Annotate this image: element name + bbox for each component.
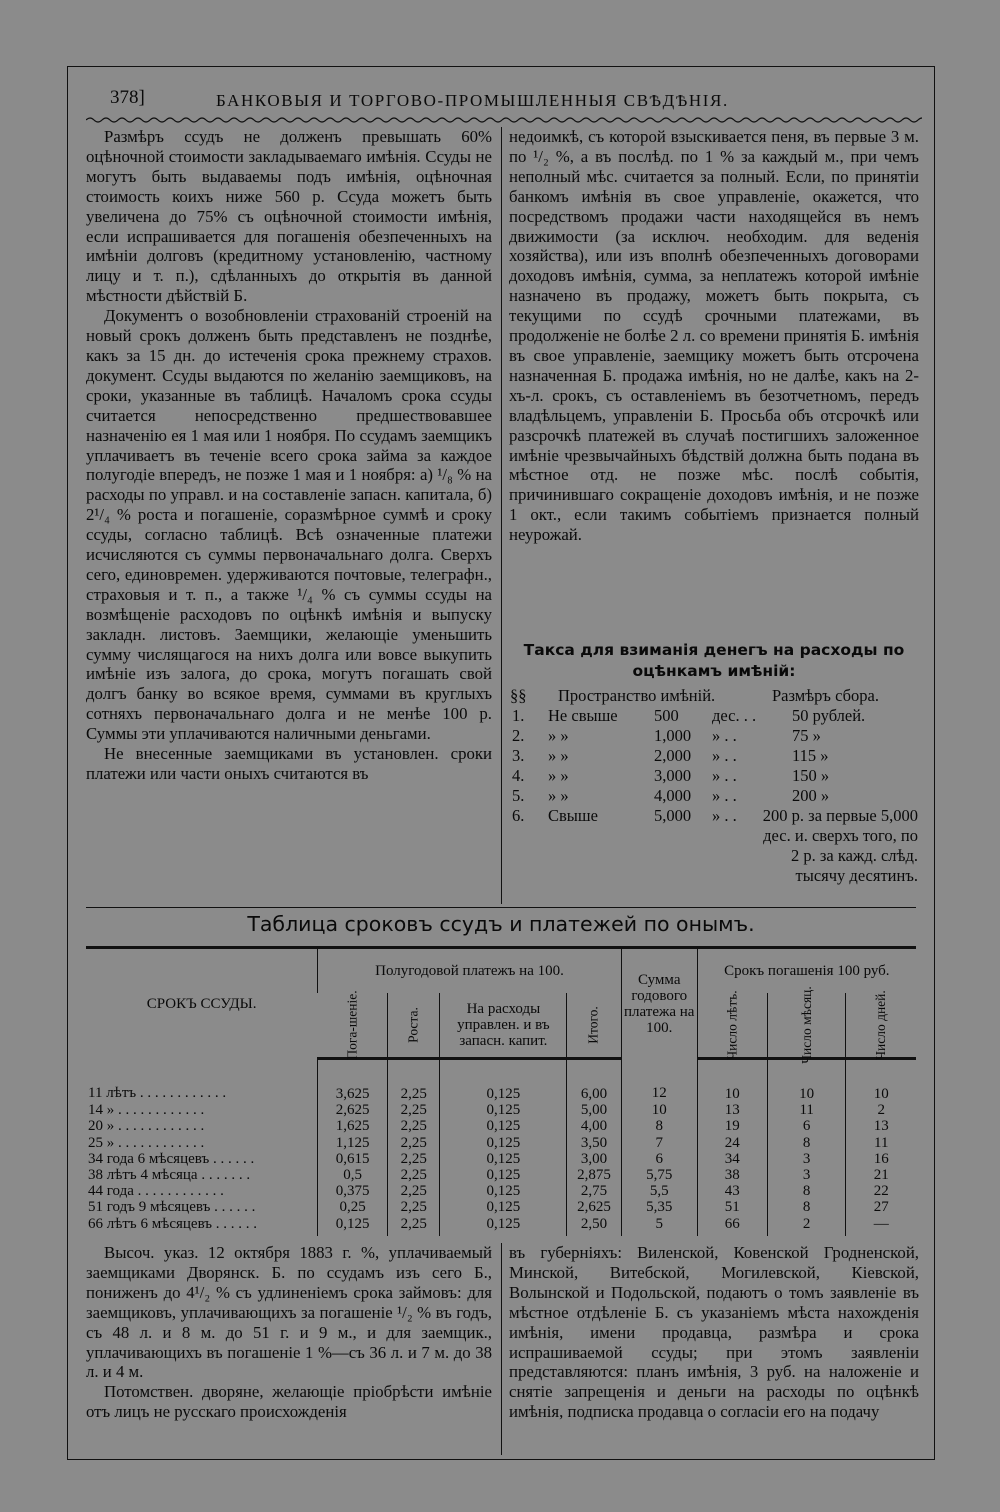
- cell-repayment: 0,615: [318, 1151, 388, 1167]
- cell-years: 38: [697, 1167, 767, 1183]
- fee-amount: 75 »: [792, 726, 821, 745]
- cell-term: 14 » . . . . . . . . . . . .: [88, 1102, 205, 1119]
- table-row: [86, 1167, 916, 1183]
- cell-annual: 5,75: [621, 1167, 697, 1183]
- fee-area: 500: [654, 706, 679, 725]
- fee-condition: » »: [548, 726, 569, 745]
- table-row: [86, 1183, 916, 1199]
- left-paragraph-2: Документъ о возобновленіи страхованій строеній на новый срокъ долженъ быть представленъ не позднѣе, какъ за 15 дн. до истеченія срока прежнему страхов. документ. Ссуды выдаются по желанію заемщиковъ, на сроки, указанные въ таблицѣ. Началомъ срока ссуды считается непосредственно предшествовавшее назначенію ея 1 мая или 1 ноября. По ссудамъ заемщикъ уплачиваетъ въ теченіе всего срока займа за каждое полугодіе впередъ, не позже 1 мая и 1 ноября: а) ¹/₈ % на расходы по управл. и на составленіе запасн. капитала, б) 2¹/₄ % роста и погашеніе, соразмѣрное суммѣ и сроку ссуды, согласно таблицѣ. Всѣ означенные платежи исчисляются съ суммы первоначальнаго долга. Сверхъ сего, единовремен. удерживаются почтовые, телеграфн., страховыя и т. п., а также ¹/₄ % съ суммы ссуды на возмѣщеніе расходовъ по оцѣнкѣ имѣнія и выпуску закладн. листовъ. Заемщики, желающіе уменьшить сумму числящагося на нихъ долга или вовсе выкупить имѣніе изъ залога, до срока, могутъ погашать свой долгъ банку во всякое время, суммами въ круглыхъ сотняхъ первоначальнаго долга и не менѣе 100 р. Суммы эти уплачиваются наличными деньгами.: [86, 306, 492, 744]
- cell-annual: 8: [621, 1118, 697, 1134]
- cell-months: 6: [767, 1118, 846, 1134]
- fee-rows: [508, 706, 918, 885]
- cell-annual: 6: [621, 1151, 697, 1167]
- fee-num: 1.: [512, 706, 525, 725]
- bottom-right-column: [509, 1243, 919, 1422]
- cell-management: 0,125: [440, 1216, 567, 1236]
- running-title: БАНКОВЫЯ И ТОРГОВО-ПРОМЫШЛЕННЫЯ СВѢДѢНІЯ.: [216, 91, 729, 110]
- cell-repayment: 0,375: [318, 1183, 388, 1199]
- cell-total: 2,875: [567, 1167, 621, 1183]
- fee-condition: Не свыше: [548, 706, 618, 725]
- cell-term: 34 года 6 мѣсяцевъ . . . . . .: [88, 1150, 255, 1167]
- cell-total: 3,00: [567, 1151, 621, 1167]
- fee-title: Такса для взиманія денегъ на расходы по оцѣнкамъ имѣній:: [523, 641, 905, 680]
- page-number: 378]: [110, 87, 145, 108]
- cell-total: 6,00: [567, 1059, 621, 1103]
- th-repayment: Пога-шеніе.: [318, 993, 388, 1059]
- table-row: [86, 1102, 916, 1118]
- fee-condition: Свыше: [548, 806, 598, 825]
- fee-unit: » . .: [712, 786, 737, 805]
- cell-months: 3: [767, 1151, 846, 1167]
- cell-term: 38 лѣтъ 4 мѣсяца . . . . . . .: [88, 1167, 251, 1184]
- fee-unit: » . .: [712, 726, 737, 745]
- table-row: [86, 1059, 916, 1103]
- cell-total: 5,00: [567, 1102, 621, 1118]
- fee-amount: 50 рублей.: [792, 706, 866, 725]
- fee-num: 4.: [512, 766, 525, 785]
- cell-interest: 2,25: [388, 1216, 440, 1236]
- fee-unit: » . .: [712, 806, 737, 825]
- fee-area: 1,000: [654, 726, 692, 745]
- th-semiannual-group: Полугодовой платежъ на 100.: [318, 948, 622, 994]
- fee-amount: 200 »: [792, 786, 830, 805]
- cell-management: 0,125: [440, 1167, 567, 1183]
- th-term: СРОКЪ ССУДЫ.: [86, 948, 318, 1059]
- right-column: [509, 127, 919, 545]
- fee-condition: » »: [548, 766, 569, 785]
- fee-area: 5,000: [654, 806, 692, 825]
- bottom-right-paragraph-1: въ губерніяхъ: Виленской, Ковенской Гродненской, Минской, Витебской, Могилевской, Кіевской, Волынской и Подольской, подаютъ о томъ заявленіе въ мѣстное отдѣленіе Б. съ указаніемъ мѣста нахожденія имѣнія, имени продавца, размѣра и срока испрашиваемой ссуды; при этомъ заявленіи представляются: планъ имѣнія, 3 руб. на наложеніе и снятіе запрещенія и деньги на расходы по оцѣнкѣ имѣнія, подписка продавца о согласіи его на подачу: [509, 1243, 919, 1422]
- cell-term: 11 лѣтъ . . . . . . . . . . . .: [88, 1085, 227, 1102]
- cell-months: 10: [767, 1059, 846, 1103]
- fee-row: [508, 726, 918, 746]
- cell-annual: 10: [621, 1102, 697, 1118]
- bottom-column-divider: [501, 1243, 502, 1455]
- terms-table: [86, 946, 916, 1236]
- cell-total: 2,625: [567, 1199, 621, 1215]
- cell-management: 0,125: [440, 1118, 567, 1134]
- cell-days: 21: [846, 1167, 916, 1183]
- th-total: Итого.: [567, 993, 621, 1059]
- right-paragraph-1: недоимкѣ, съ которой взыскивается пеня, въ первые 3 м. по ¹/₂ %, а въ послѣд. по 1 % за каждый м., при чемъ неполный мѣс. считается за полный. Если, по принятіи банкомъ имѣнія въ свое управленіе, окажется, что посредствомъ продажи части находящейся въ немъ движимости (за исключ. необходим. для веденія хозяйства), или изъ вполнѣ обезпеченныхъ договорами доходовъ имѣнія, сумма, за неплатежъ которой имѣніе назначено въ продажу, можетъ быть покрыта, съ текущими по ссудѣ срочными платежами, въ продолженіе не болѣе 2 л. со времени принятія Б. имѣнія въ свое управленіе, заемщику можетъ быть отсрочена назначенная Б. продажа имѣнія, но не далѣе, какъ на 2-хъ-л. срокъ, съ оставленіемъ въ безотчетномъ, передъ владѣльцемъ, управленіи Б. Просьба объ отсрочкѣ или разсрочкѣ платежей въ случаѣ постигшихъ заложенное имѣніе чрезвычайныхъ бѣдствій должна быть подана въ мѣстное отд. не позже мѣс. послѣ событія, причинившаго сокращеніе доходовъ имѣнія, и не позже 1 окт., если такимъ событіемъ признается полный неурожай.: [509, 127, 919, 545]
- cell-term: 25 » . . . . . . . . . . . .: [88, 1134, 205, 1151]
- cell-management: 0,125: [440, 1135, 567, 1151]
- cell-interest: 2,25: [388, 1059, 440, 1103]
- fee-row: [508, 806, 918, 885]
- fee-amount: 200 р. за первые 5,000 дес. и. сверхъ того, по 2 р. за кажд. слѣд. тысячу десятинъ.: [762, 806, 918, 885]
- fee-area: 4,000: [654, 786, 692, 805]
- cell-years: 24: [697, 1135, 767, 1151]
- th-interest: Роста.: [388, 993, 440, 1059]
- cell-annual: 5,5: [621, 1183, 697, 1199]
- cell-interest: 2,25: [388, 1151, 440, 1167]
- cell-days: 10: [846, 1059, 916, 1103]
- cell-annual: 7: [621, 1135, 697, 1151]
- wavy-rule: [86, 116, 922, 124]
- fee-header-num: §§: [510, 686, 527, 705]
- cell-years: 51: [697, 1199, 767, 1215]
- th-annual: Сумма годового платежа на 100.: [621, 948, 697, 1059]
- fee-table: [508, 686, 918, 885]
- cell-repayment: 0,25: [318, 1199, 388, 1215]
- cell-management: 0,125: [440, 1059, 567, 1103]
- cell-management: 0,125: [440, 1102, 567, 1118]
- fee-condition: » »: [548, 786, 569, 805]
- bottom-left-column: [86, 1243, 492, 1422]
- bottom-left-paragraph-1: Высоч. указ. 12 октября 1883 г. %, уплачиваемый заемщиками Дворянск. Б. по ссудамъ изъ сего Б., пониженъ до 4¹/₂ % съ удлиненіемъ срока займовъ: для заемщиковъ, уплачивающихъ за погашеніе ¹/₂ % въ годъ, съ 48 л. и 8 м. до 51 г. и 9 м., и для заемщик., уплачивающихъ въ погашеніе 1 %—съ 36 л. и 7 м. до 38 л. и 4 м.: [86, 1243, 492, 1382]
- fee-amount: 150 »: [792, 766, 830, 785]
- fee-num: 5.: [512, 786, 525, 805]
- cell-days: 22: [846, 1183, 916, 1199]
- cell-total: 3,50: [567, 1135, 621, 1151]
- th-years: Число лѣтъ.: [697, 993, 767, 1059]
- cell-annual: 12: [621, 1059, 697, 1103]
- cell-management: 0,125: [440, 1183, 567, 1199]
- fee-unit: дес. . .: [712, 706, 757, 725]
- cell-years: 34: [697, 1151, 767, 1167]
- fee-header-row: [508, 686, 918, 706]
- fee-header-fee: Размѣръ сбора.: [772, 686, 879, 705]
- cell-interest: 2,25: [388, 1167, 440, 1183]
- cell-years: 19: [697, 1118, 767, 1134]
- cell-repayment: 1,125: [318, 1135, 388, 1151]
- th-months: Число мѣсяц.: [767, 993, 846, 1059]
- cell-annual: 5: [621, 1216, 697, 1236]
- table-row: [86, 1216, 916, 1236]
- column-divider: [501, 127, 502, 904]
- fee-header-area: Пространство имѣній.: [558, 686, 716, 705]
- cell-annual: 5,35: [621, 1199, 697, 1215]
- fee-row: [508, 766, 918, 786]
- cell-months: 8: [767, 1135, 846, 1151]
- cell-days: 2: [846, 1102, 916, 1118]
- left-paragraph-3: Не внесенные заемщиками въ установлен. сроки платежи или части оныхъ считаются въ: [86, 744, 492, 783]
- fee-num: 2.: [512, 726, 525, 745]
- cell-interest: 2,25: [388, 1183, 440, 1199]
- cell-months: 8: [767, 1183, 846, 1199]
- cell-days: —: [846, 1216, 916, 1236]
- table-row: [86, 1151, 916, 1167]
- cell-months: 8: [767, 1199, 846, 1215]
- cell-repayment: 2,625: [318, 1102, 388, 1118]
- cell-months: 11: [767, 1102, 846, 1118]
- fee-unit: » . .: [712, 766, 737, 785]
- cell-term: 51 годъ 9 мѣсяцевъ . . . . . .: [88, 1199, 256, 1216]
- cell-years: 13: [697, 1102, 767, 1118]
- page-header: [106, 83, 926, 117]
- cell-repayment: 3,625: [318, 1059, 388, 1103]
- fee-row: [508, 706, 918, 726]
- cell-days: 11: [846, 1135, 916, 1151]
- fee-row: [508, 786, 918, 806]
- cell-term: 44 года . . . . . . . . . . . .: [88, 1183, 224, 1200]
- left-paragraph-1: Размѣръ ссудъ не долженъ превышать 60% оцѣночной стоимости закладываемаго имѣнія. Ссуды не могутъ быть выдаваемы подъ имѣнія, оцѣночная стоимость коихъ ниже 560 р. Ссуда можетъ быть увеличена до 75% съ оцѣночной стоимости имѣнія, если испрашивается для погашенія обезпеченныхъ на имѣніи долговъ (кредитному установленію, частному лицу и т. п.), сдѣланныхъ до открытія въ данной мѣстности дѣйствій Б.: [86, 127, 492, 306]
- cell-days: 13: [846, 1118, 916, 1134]
- cell-total: 2,75: [567, 1183, 621, 1199]
- cell-repayment: 0,125: [318, 1216, 388, 1236]
- th-payoff-group: Срокъ погашенія 100 руб.: [697, 948, 916, 994]
- cell-years: 43: [697, 1183, 767, 1199]
- cell-years: 10: [697, 1059, 767, 1103]
- th-days: Число дней.: [846, 993, 916, 1059]
- fee-num: 3.: [512, 746, 525, 765]
- fee-unit: » . .: [712, 746, 737, 765]
- fee-amount: 115 »: [792, 746, 829, 765]
- section-rule: [86, 907, 916, 908]
- cell-repayment: 0,5: [318, 1167, 388, 1183]
- cell-years: 66: [697, 1216, 767, 1236]
- cell-repayment: 1,625: [318, 1118, 388, 1134]
- table-title: Таблица сроковъ ссудъ и платежей по онымъ.: [247, 912, 755, 936]
- table-row: [86, 1135, 916, 1151]
- cell-management: 0,125: [440, 1199, 567, 1215]
- bottom-left-paragraph-2: Потомствен. дворяне, желающіе пріобрѣсти имѣніе отъ лицъ не русскаго происхожденія: [86, 1382, 492, 1422]
- cell-months: 2: [767, 1216, 846, 1236]
- terms-body: [86, 1059, 916, 1236]
- cell-term: 66 лѣтъ 6 мѣсяцевъ . . . . . .: [88, 1215, 258, 1232]
- cell-interest: 2,25: [388, 1199, 440, 1215]
- th-management: На расходы управлен. и въ запасн. капит.: [440, 993, 567, 1059]
- fee-row: [508, 746, 918, 766]
- cell-term: 20 » . . . . . . . . . . . .: [88, 1118, 205, 1135]
- cell-days: 16: [846, 1151, 916, 1167]
- table-row: [86, 1199, 916, 1215]
- cell-days: 27: [846, 1199, 916, 1215]
- table-row: [86, 1118, 916, 1134]
- fee-area: 2,000: [654, 746, 692, 765]
- left-column: [86, 127, 492, 784]
- cell-interest: 2,25: [388, 1118, 440, 1134]
- cell-total: 2,50: [567, 1216, 621, 1236]
- fee-area: 3,000: [654, 766, 692, 785]
- fee-condition: » »: [548, 746, 569, 765]
- fee-num: 6.: [512, 806, 525, 825]
- cell-months: 3: [767, 1167, 846, 1183]
- cell-interest: 2,25: [388, 1135, 440, 1151]
- cell-interest: 2,25: [388, 1102, 440, 1118]
- cell-total: 4,00: [567, 1118, 621, 1134]
- cell-management: 0,125: [440, 1151, 567, 1167]
